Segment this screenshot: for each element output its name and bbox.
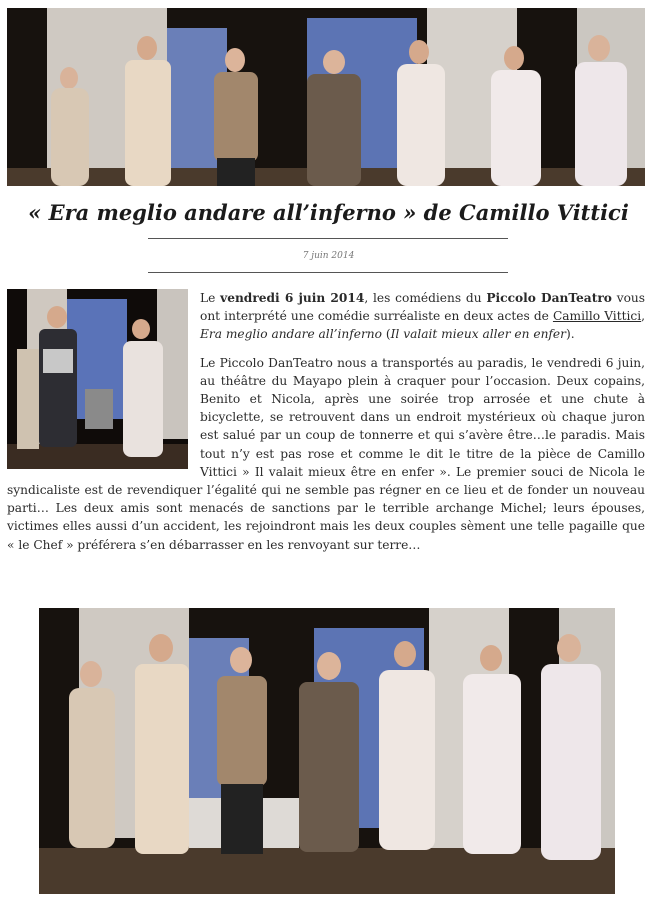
play-title-translation-italic: Il valait mieux aller en enfer bbox=[390, 327, 566, 342]
story-paragraph: Le Piccolo DanTeatro nous a transportés au paradis, le vendredi 6 juin, au théâtre du Mayapo plein à craquer pour l’occasion. Deux copains, Benito et Nicola, après une soirée trop arrosée et une chute à bicyclette, se retrouvent dans un endroit mystérieux où chaque juron est salué par un coup de tonnerre et qui s’avère être…le paradis. Mais tout n’y est pas rose et comme le dit le titre de la pièce de Camillo Vittici » Il valait mieux être en enfer ». Le premier souci de Nicola le syndicaliste est de revendiquer l’égalité qui ne semble pas régner en ce lieu et de fonder un nouveau parti… Les deux amis sont menacés de sanctions par le terrible archange Michel; leurs épouses, victimes elles aussi d’un accident, les rejoindront mais les deux couples sèment une telle pagaille que « le Chef » préférera s’en débarrasser en les renvoyant sur terre… bbox=[7, 355, 645, 552]
play-title-italic: Era meglio andare all’inferno bbox=[200, 327, 382, 342]
title-divider-bottom bbox=[148, 272, 508, 273]
stage-photo-image-2 bbox=[39, 608, 615, 894]
bottom-stage-photo bbox=[39, 608, 615, 894]
intro-text-5: ( bbox=[381, 327, 391, 342]
intro-text-4: , bbox=[641, 309, 645, 324]
publish-date: 7 juin 2014 bbox=[302, 251, 355, 261]
author-link[interactable]: Camillo Vittici bbox=[552, 309, 642, 324]
stage-photo-image bbox=[7, 8, 645, 186]
intro-text-1: Le bbox=[200, 291, 221, 305]
event-date-bold: vendredi 6 juin 2014 bbox=[220, 291, 365, 305]
article-title: « Era meglio andare all’inferno » de Camillo Vittici bbox=[28, 200, 629, 225]
photo-float-spacer bbox=[7, 289, 200, 471]
article-body bbox=[7, 289, 645, 564]
title-divider-top bbox=[148, 238, 508, 239]
intro-text-6: ). bbox=[565, 327, 575, 342]
intro-text-2: , les comédiens du bbox=[364, 291, 487, 305]
top-stage-photo bbox=[7, 8, 645, 186]
troupe-name-bold: Piccolo DanTeatro bbox=[486, 291, 612, 305]
intro-text-3: vous ont interprété une comédie surréaliste en deux actes de bbox=[200, 291, 646, 324]
